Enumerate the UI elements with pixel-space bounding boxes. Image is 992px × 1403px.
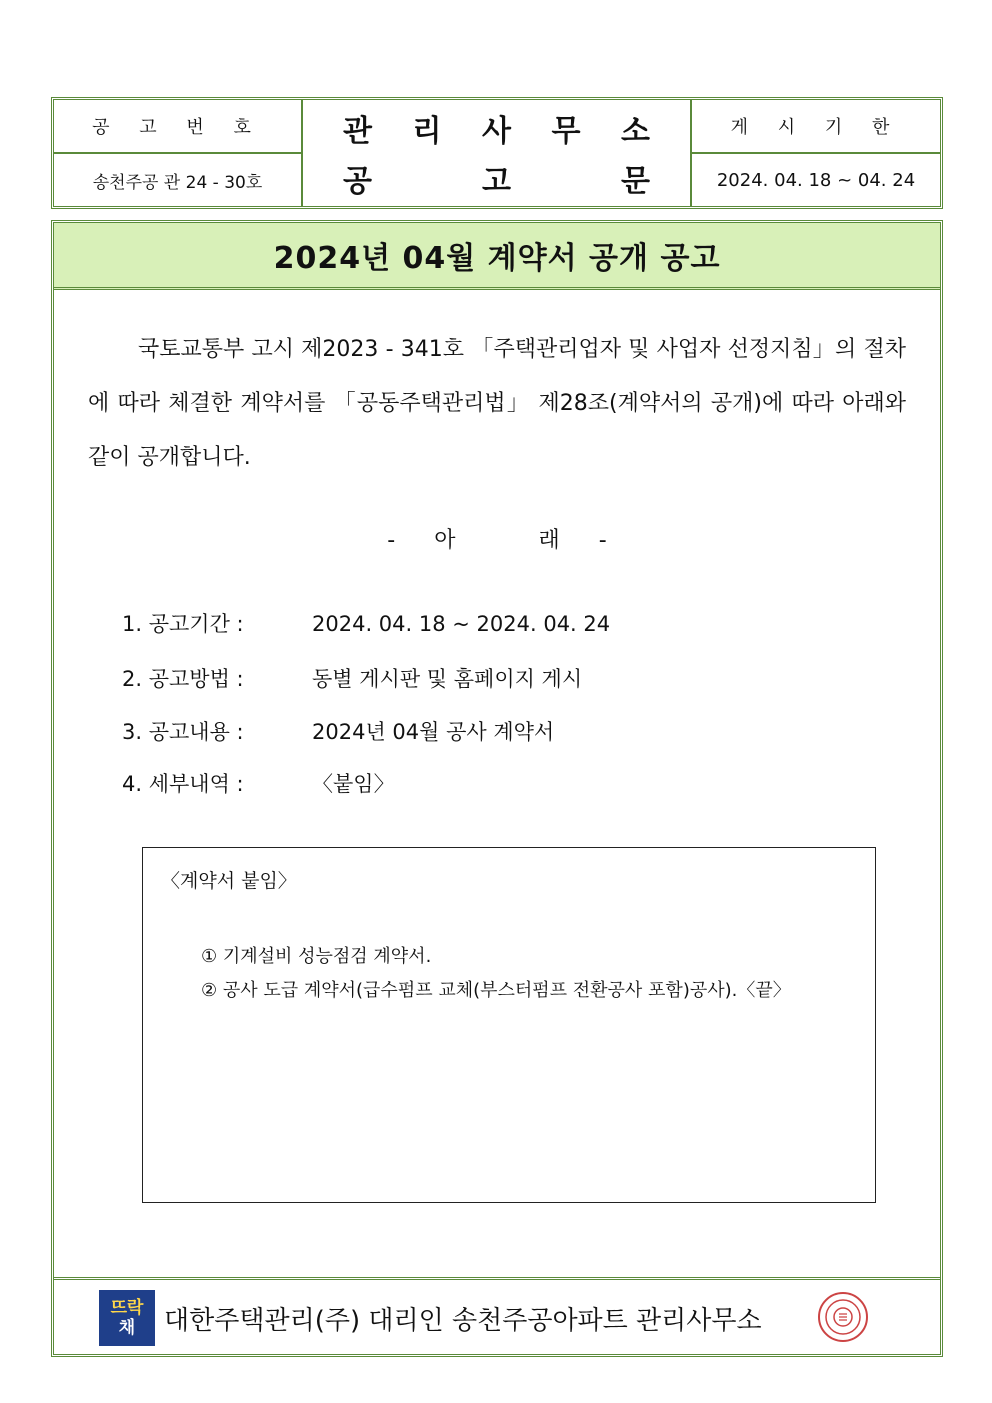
seal-stamp-icon bbox=[818, 1292, 868, 1342]
attachment-line: ② 공사 도급 계약서(급수펌프 교체(부스터펌프 전환공사 포함)공사).〈끝〉 bbox=[201, 980, 791, 1001]
seal-svg bbox=[823, 1297, 863, 1337]
item-value: 동별 게시판 및 홈페이지 게시 bbox=[312, 667, 583, 691]
list-item bbox=[122, 608, 610, 638]
office-title-line2 bbox=[303, 152, 690, 204]
title-char: 리 bbox=[412, 114, 442, 149]
title-char: 고 bbox=[482, 164, 511, 199]
posting-period-value: 2024. 04. 18 ~ 04. 24 bbox=[716, 169, 916, 191]
attachment-line: ① 기계설비 성능점검 계약서. bbox=[201, 946, 432, 967]
item-label: 4. 세부내역 : bbox=[122, 772, 244, 796]
item-label: 2. 공고방법 : bbox=[122, 667, 244, 691]
attachment-heading: 〈계약서 붙임〉 bbox=[161, 870, 297, 892]
item-value: 2024. 04. 18 ~ 2024. 04. 24 bbox=[312, 612, 611, 636]
arae-char: 아 bbox=[434, 528, 456, 553]
attachment-box bbox=[142, 847, 876, 1203]
arae-char: 래 bbox=[538, 528, 560, 553]
list-item bbox=[122, 716, 554, 746]
item-value: 2024년 04월 공사 계약서 bbox=[312, 720, 555, 744]
notice-body bbox=[51, 220, 943, 1357]
title-char: 공 bbox=[343, 164, 372, 199]
title-char: 사 bbox=[482, 114, 511, 149]
title-char: 무 bbox=[551, 114, 581, 149]
item-label: 1. 공고기간 : bbox=[122, 612, 244, 636]
company-logo bbox=[99, 1290, 155, 1346]
list-item bbox=[122, 663, 582, 693]
notice-title: 2024년 04월 계약서 공개 공고 bbox=[54, 223, 940, 290]
footer bbox=[54, 1277, 940, 1354]
list-item bbox=[122, 768, 395, 798]
notice-number-label: 공 고 번 호 bbox=[92, 117, 263, 138]
posting-period-label: 게 시 기 한 bbox=[730, 117, 902, 138]
title-char: 소 bbox=[621, 114, 650, 149]
arae-char: - bbox=[598, 528, 607, 553]
item-label: 3. 공고내용 : bbox=[122, 720, 244, 744]
title-char: 관 bbox=[343, 114, 372, 149]
notice-header-table bbox=[51, 97, 943, 209]
footer-text: 대한주택관리(주) 대리인 송천주공아파트 관리사무소 bbox=[164, 1306, 762, 1336]
title-char: 문 bbox=[621, 164, 650, 199]
arae-char: - bbox=[387, 528, 396, 553]
arae-heading bbox=[54, 523, 940, 554]
logo-text: 채 bbox=[118, 1318, 136, 1338]
notice-number-value: 송천주공 관 24 - 30호 bbox=[92, 172, 263, 193]
office-title-line1 bbox=[303, 102, 690, 154]
notice-paragraph: 국토교통부 고시 제2023 - 341호 「주택관리업자 및 사업자 선정지침」의 절차에 따라 체결한 계약서를 「공동주택관리법」 제28조(계약서의 공개)에 따라 아래와 같이 공개합니다. bbox=[88, 337, 906, 470]
logo-text: 뜨락 bbox=[110, 1298, 144, 1318]
item-value: 〈붙임〉 bbox=[312, 772, 395, 796]
